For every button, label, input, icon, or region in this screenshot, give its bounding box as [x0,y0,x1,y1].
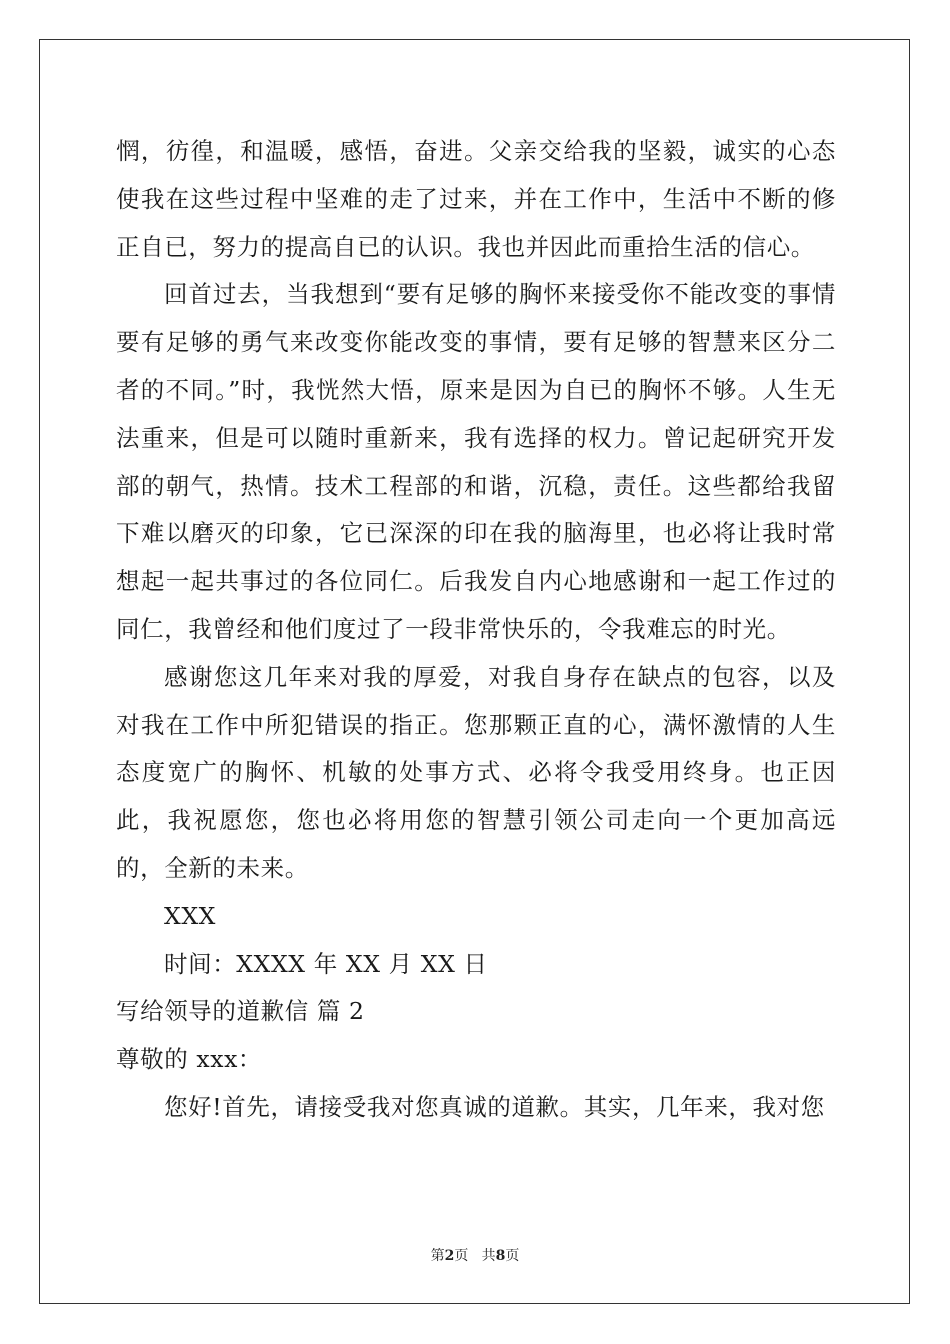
page-prefix: 第 [430,1248,445,1264]
total-suffix: 页 [505,1248,520,1264]
total-prefix: 共 [481,1248,496,1264]
paragraph-opening: 您好!首先，请接受我对您真诚的道歉。其实，几年来，我对您 [164,1092,825,1121]
page-current: 2 [444,1248,455,1264]
page-total: 8 [495,1248,506,1264]
paragraph-continued: 惘，彷徨，和温暖，感悟，奋进。父亲交给我的坚毅，诚实的心态使我在这些过程中坚难的走了过来，并在工作中，生活中不断的修正自已，努力的提高自已的认识。我也并因此而重拾生活的信心。 [116,137,836,261]
paragraph-looking-back: 回首过去，当我想到“要有足够的胸怀来接受你不能改变的事情要有足够的勇气来改变你能改变的事情，要有足够的智慧来区分二者的不同。”时，我恍然大悟，原来是因为自已的胸怀不够。人生无法重来，但是可以随时重新来，我有选择的权力。曾记起研究开发部的朝气，热情。技术工程部的和谐，沉稳，责任。这些都给我留下难以磨灭的印象，它已深深的印在我的脑海里，也必将让我时常想起一起共事过的各位同仁。后我发自内心地感谢和一起工作过的同仁，我曾经和他们度过了一段非常快乐的，令我难忘的时光。 [116,280,836,643]
paragraph-thanks: 感谢您这几年来对我的厚爱，对我自身存在缺点的包容，以及对我在工作中所犯错误的指正。您那颗正直的心，满怀激情的人生态度宽广的胸怀、机敏的处事方式、必将令我受用终身。也正因此，我祝愿您，您也必将用您的智慧引领公司走向一个更加高远的，全新的未来。 [116,662,836,882]
salutation: 尊敬的 xxx： [116,1045,263,1074]
document-body [116,128,836,1132]
signature: XXX [164,901,216,930]
date-line: 时间：XXXX 年 XX 月 XX 日 [164,949,488,978]
page-footer [0,1245,950,1265]
page-suffix: 页 [454,1248,469,1264]
section-title: 写给领导的道歉信 篇 2 [116,997,365,1026]
